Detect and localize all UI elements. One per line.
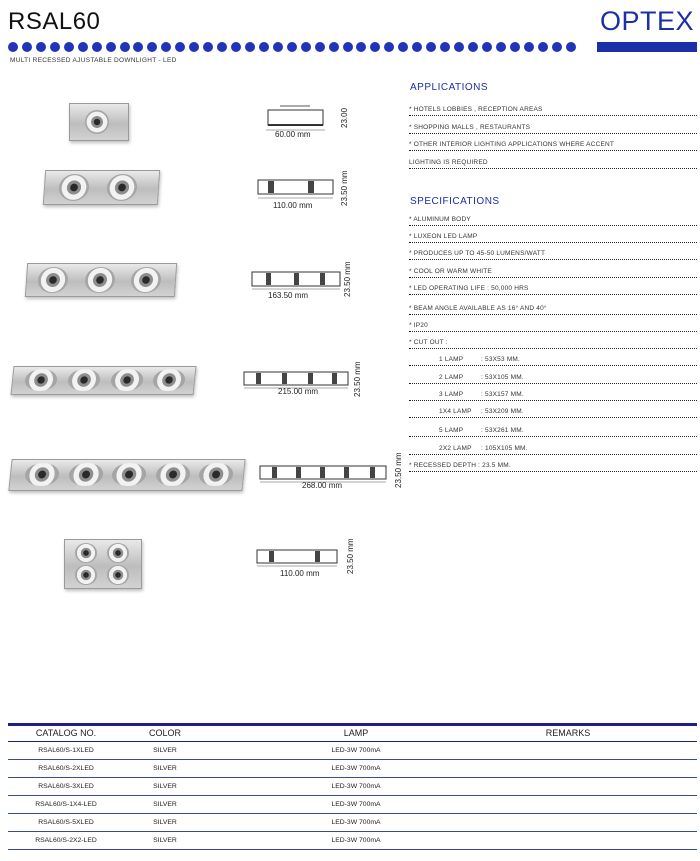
divider-dot — [147, 42, 157, 52]
divider-dot — [301, 42, 311, 52]
cell-lamp: LED-3W 700mA — [331, 801, 381, 808]
spec-item: * ALUMINUM BODY — [409, 216, 697, 223]
specifications-heading: SPECIFICATIONS — [410, 196, 500, 207]
divider-dot — [412, 42, 422, 52]
spec-item: * CUT OUT : — [409, 339, 697, 346]
cell-catalog-no: RSAL60/S-3XLED — [38, 783, 94, 790]
cutout-row — [409, 427, 697, 434]
dot-divider — [8, 42, 576, 52]
application-item: * HOTELS LOBBIES , RECEPTION AREAS — [409, 106, 697, 113]
divider-dot — [329, 42, 339, 52]
drawing-2x2-lamp — [255, 545, 340, 569]
table-row — [8, 778, 697, 796]
divider-dot — [496, 42, 506, 52]
divider-dot — [78, 42, 88, 52]
cutout-size: : 53X261 MM. — [481, 427, 524, 434]
divider-dot — [440, 42, 450, 52]
divider-dot — [245, 42, 255, 52]
cell-lamp: LED-3W 700mA — [331, 819, 381, 826]
product-photo-2-lamp — [43, 170, 160, 205]
divider-dot — [50, 42, 60, 52]
divider-dot — [92, 42, 102, 52]
spec-item: * LED OPERATING LIFE : 50,000 HRS — [409, 285, 697, 292]
cutout-size: : 53X157 MM. — [481, 391, 524, 398]
table-row — [8, 814, 697, 832]
divider-dot — [259, 42, 269, 52]
application-item: LIGHTING IS REQUIRED — [409, 159, 697, 166]
application-item: * OTHER INTERIOR LIGHTING APPLICATIONS WHERE ACCENT — [409, 141, 697, 148]
cutout-size: : 105X105 MM. — [481, 445, 528, 452]
cell-catalog-no: RSAL60/S-1X4-LED — [35, 801, 97, 808]
spec-item: * PRODUCES UP TO 45-50 LUMENS/WATT — [409, 250, 697, 257]
header-catalog-no: CATALOG NO. — [35, 728, 97, 738]
table-row — [8, 832, 697, 850]
header-color: COLOR — [148, 728, 181, 738]
header-remarks: REMARKS — [545, 728, 591, 738]
cutout-row — [409, 374, 697, 381]
cell-catalog-no: RSAL60/S-1XLED — [38, 747, 94, 754]
cutout-lamp: 5 LAMP — [439, 427, 464, 434]
cutout-lamp: 3 LAMP — [439, 391, 464, 398]
product-photo-1-lamp — [69, 103, 129, 141]
divider-dot — [273, 42, 283, 52]
drawing-2x2-width: 110.00 mm — [280, 569, 320, 578]
spec-item: * COOL OR WARM WHITE — [409, 268, 697, 275]
application-item: * SHOPPING MALLS , RESTAURANTS — [409, 124, 697, 131]
drawing-3-lamp — [250, 266, 342, 292]
drawing-3-width: 163.50 mm — [268, 291, 309, 300]
divider-dot — [384, 42, 394, 52]
spec-item: * IP20 — [409, 322, 697, 329]
cell-catalog-no: RSAL60/S-2XLED — [38, 765, 94, 772]
divider-dot — [524, 42, 534, 52]
spec-item: * LUXEON LED LAMP — [409, 233, 697, 240]
divider-dot — [64, 42, 74, 52]
cell-color: SILVER — [153, 783, 177, 790]
divider-dot — [120, 42, 130, 52]
drawing-5-depth: 23.50 mm — [394, 452, 403, 488]
divider-dot — [231, 42, 241, 52]
product-subtitle: MULTI RECESSED AJUSTABLE DOWNLIGHT - LED — [10, 57, 177, 64]
divider-dot — [133, 42, 143, 52]
cutout-size: : 53X105 MM. — [481, 374, 524, 381]
cell-lamp: LED-3W 700mA — [331, 837, 381, 844]
product-photo-3-lamp — [25, 263, 177, 297]
cutout-lamp: 1 LAMP — [439, 356, 464, 363]
product-photo-5-lamp — [8, 459, 245, 491]
table-row — [8, 796, 697, 814]
table-row — [8, 742, 697, 760]
cutout-lamp: 2X2 LAMP — [439, 445, 472, 452]
cell-color: SILVER — [153, 837, 177, 844]
brand-logo: OPTEX — [599, 6, 694, 36]
divider-dot — [315, 42, 325, 52]
divider-dot — [566, 42, 576, 52]
cutout-row — [409, 356, 697, 363]
divider-dot — [22, 42, 32, 52]
cutout-row — [409, 391, 697, 398]
divider-dot — [36, 42, 46, 52]
cutout-lamp: 1X4 LAMP — [439, 408, 472, 415]
cell-color: SILVER — [153, 801, 177, 808]
spec-item: * BEAM ANGLE AVAILABLE AS 16° AND 40° — [409, 305, 697, 312]
table-header — [8, 723, 697, 742]
drawing-5-width: 268.00 mm — [302, 481, 343, 490]
cell-lamp: LED-3W 700mA — [331, 765, 381, 772]
cell-lamp: LED-3W 700mA — [331, 783, 381, 790]
product-photo-1x4-lamp — [10, 366, 196, 395]
model-title: RSAL60 — [8, 8, 101, 35]
divider-dot — [343, 42, 353, 52]
divider-dot — [106, 42, 116, 52]
divider-dot — [203, 42, 213, 52]
cell-color: SILVER — [153, 765, 177, 772]
divider-dot — [370, 42, 380, 52]
spec-recessed-depth: * RECESSED DEPTH : 23.5 MM. — [409, 462, 697, 469]
drawing-1x4-depth: 23.50 mm — [353, 361, 362, 397]
divider-dot — [161, 42, 171, 52]
drawing-2-lamp — [256, 172, 336, 202]
divider-dot — [287, 42, 297, 52]
drawing-1x4-width: 215.00 mm — [278, 387, 319, 396]
applications-heading: APPLICATIONS — [410, 82, 489, 93]
cutout-row — [409, 445, 697, 452]
cutout-size: : 53X209 MM. — [481, 408, 524, 415]
drawing-1-width: 60.00 mm — [275, 130, 311, 139]
cutout-lamp: 2 LAMP — [439, 374, 464, 381]
drawing-1-depth: 23.00 — [340, 107, 349, 128]
divider-dot — [510, 42, 520, 52]
cell-lamp: LED-3W 700mA — [331, 747, 381, 754]
divider-dot — [217, 42, 227, 52]
cell-color: SILVER — [153, 747, 177, 754]
divider-dot — [538, 42, 548, 52]
cell-color: SILVER — [153, 819, 177, 826]
cell-catalog-no: RSAL60/S-5XLED — [38, 819, 94, 826]
cutout-size: : 53X53 MM. — [481, 356, 521, 363]
drawing-2-width: 110.00 mm — [273, 201, 313, 210]
divider-dot — [426, 42, 436, 52]
divider-dot — [8, 42, 18, 52]
drawing-2x2-depth: 23.50 mm — [346, 538, 355, 574]
drawing-2-depth: 23.50 mm — [340, 170, 349, 206]
divider-dot — [356, 42, 366, 52]
divider-dot — [189, 42, 199, 52]
product-photo-2x2-lamp — [64, 539, 142, 589]
drawing-3-depth: 23.50 mm — [343, 261, 352, 297]
cell-catalog-no: RSAL60/S-2X2-LED — [35, 837, 97, 844]
divider-dot — [175, 42, 185, 52]
table-row — [8, 760, 697, 778]
divider-dot — [468, 42, 478, 52]
header-lamp: LAMP — [343, 728, 369, 738]
divider-dot — [552, 42, 562, 52]
divider-dot — [398, 42, 408, 52]
divider-dot — [482, 42, 492, 52]
cutout-row — [409, 408, 697, 415]
brand-bar — [597, 42, 697, 52]
catalog-table — [8, 723, 697, 850]
divider-dot — [454, 42, 464, 52]
